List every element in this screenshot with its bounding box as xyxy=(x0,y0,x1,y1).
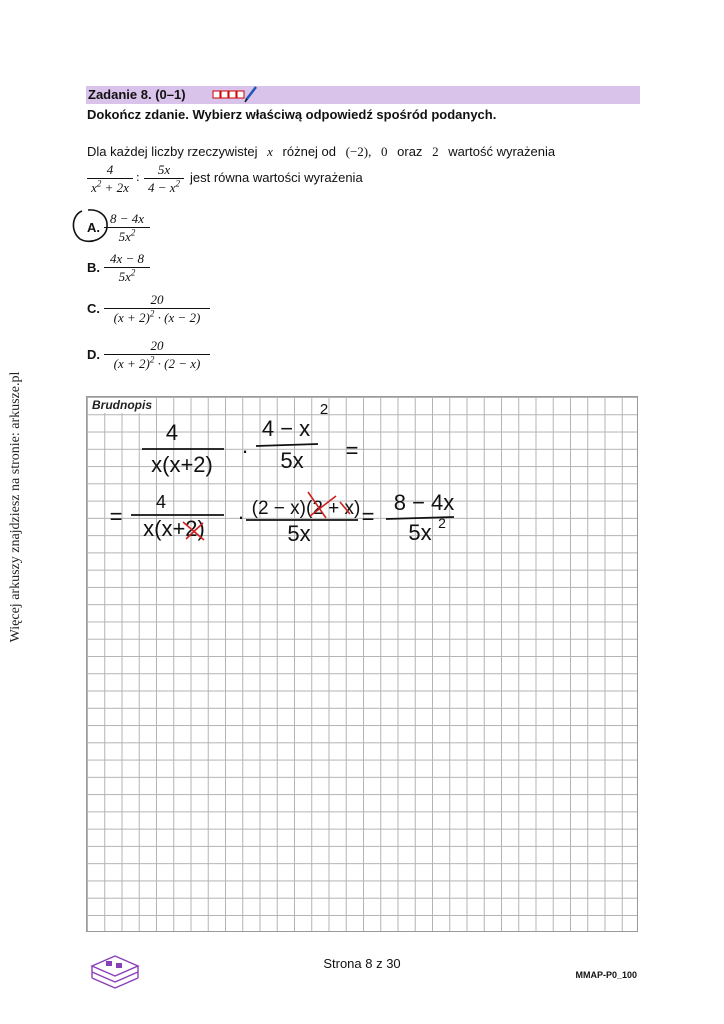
hw-line2-result-exp: 2 xyxy=(438,515,446,531)
option-c-fraction xyxy=(104,292,210,325)
selected-answer-circle-icon xyxy=(68,205,112,245)
option-c-label: C. xyxy=(87,301,100,316)
hw-line2-frac2-num: (2 − x)(2 + x) xyxy=(251,498,361,519)
scratch-label: Brudnopis xyxy=(92,398,155,413)
hw-line2-result-den: 5x xyxy=(408,520,432,545)
stem-fraction-right xyxy=(144,162,184,195)
hw-line1-frac2-den: 5x xyxy=(280,448,304,473)
option-d-denominator: $(x + 2)^2 \cdot (2 - x)$ xyxy=(113,354,201,371)
task-title: Zadanie 8. (0–1) xyxy=(88,87,186,102)
option-c-denominator: $(x + 2)^2 \cdot (x - 2)$ xyxy=(113,308,201,325)
stem-value-2: 0 xyxy=(381,144,388,159)
hw-line1-equals: = xyxy=(345,438,359,463)
hw-line1-frac1-num: 4 xyxy=(165,420,179,445)
stem-fraction-left xyxy=(87,162,133,195)
hw-line1-dot: · xyxy=(241,438,249,463)
option-b-denominator: $5x^2$ xyxy=(118,267,136,284)
stem-fraction-right-numerator: 5x xyxy=(157,162,171,177)
hw-line2-equals: = xyxy=(361,504,375,529)
side-watermark-note xyxy=(4,371,28,643)
stem-value-1: (−2), xyxy=(345,144,372,159)
task-instruction: Dokończ zdanie. Wybierz właściwą odpowiedź spośród podanych. xyxy=(87,107,497,122)
stem-text-1: Dla każdej liczby rzeczywistej xyxy=(87,144,258,159)
exam-code: MMAP-P0_100 xyxy=(575,970,637,980)
stem-variable: x xyxy=(267,144,273,159)
option-a-denominator: $5x^2$ xyxy=(118,227,136,244)
stem-text-3: oraz xyxy=(397,144,423,159)
option-c-numerator: 20 xyxy=(150,292,164,307)
handwritten-work xyxy=(86,396,638,546)
stem-text-4: wartość wyrażenia xyxy=(448,144,556,159)
option-b-fraction xyxy=(104,251,150,284)
option-a-numerator: 8 − 4x xyxy=(109,211,145,226)
option-d-fraction xyxy=(104,338,210,371)
option-d-label: D. xyxy=(87,347,100,362)
hw-line2-frac1-den: x(x+2) xyxy=(143,516,205,541)
stem-text-2: różnej od xyxy=(282,144,337,159)
stem-value-3: 2 xyxy=(432,144,439,159)
option-d-numerator: 20 xyxy=(150,338,164,353)
stem-text-5: jest równa wartości wyrażenia xyxy=(190,170,363,185)
option-b-numerator: 4x − 8 xyxy=(109,251,145,266)
hw-line1-frac2-num: 4 − x xyxy=(261,416,311,441)
stem-fraction-left-numerator: 4 xyxy=(106,162,114,177)
score-boxes-pencil-icon xyxy=(212,86,260,104)
task-stem-line xyxy=(87,144,555,160)
page-number: Strona 8 z 30 xyxy=(323,956,401,971)
stem-fraction-right-denominator: $4 - x^2$ xyxy=(147,178,181,195)
hw-line2-result-num: 8 − 4x xyxy=(393,490,455,515)
hw-line2-frac1-num: 4 xyxy=(155,492,167,512)
stem-colon: : xyxy=(136,169,140,184)
hw-line2-equals-lead: = xyxy=(109,504,123,529)
option-b-label: B. xyxy=(87,260,100,275)
hw-line2-dot: · xyxy=(237,504,245,529)
hw-line2-frac2-den: 5x xyxy=(287,521,311,546)
task-header xyxy=(86,86,640,104)
side-note-text: Więcej arkuszy znajdziesz na stronie: arkusze.pl xyxy=(8,371,23,643)
stem-fraction-left-denominator: $x^2 + 2x$ xyxy=(91,178,129,195)
option-a-label: A. xyxy=(87,220,100,235)
hw-line1-frac1-den: x(x+2) xyxy=(151,452,213,477)
hw-line1-frac2-exp: 2 xyxy=(319,401,329,418)
